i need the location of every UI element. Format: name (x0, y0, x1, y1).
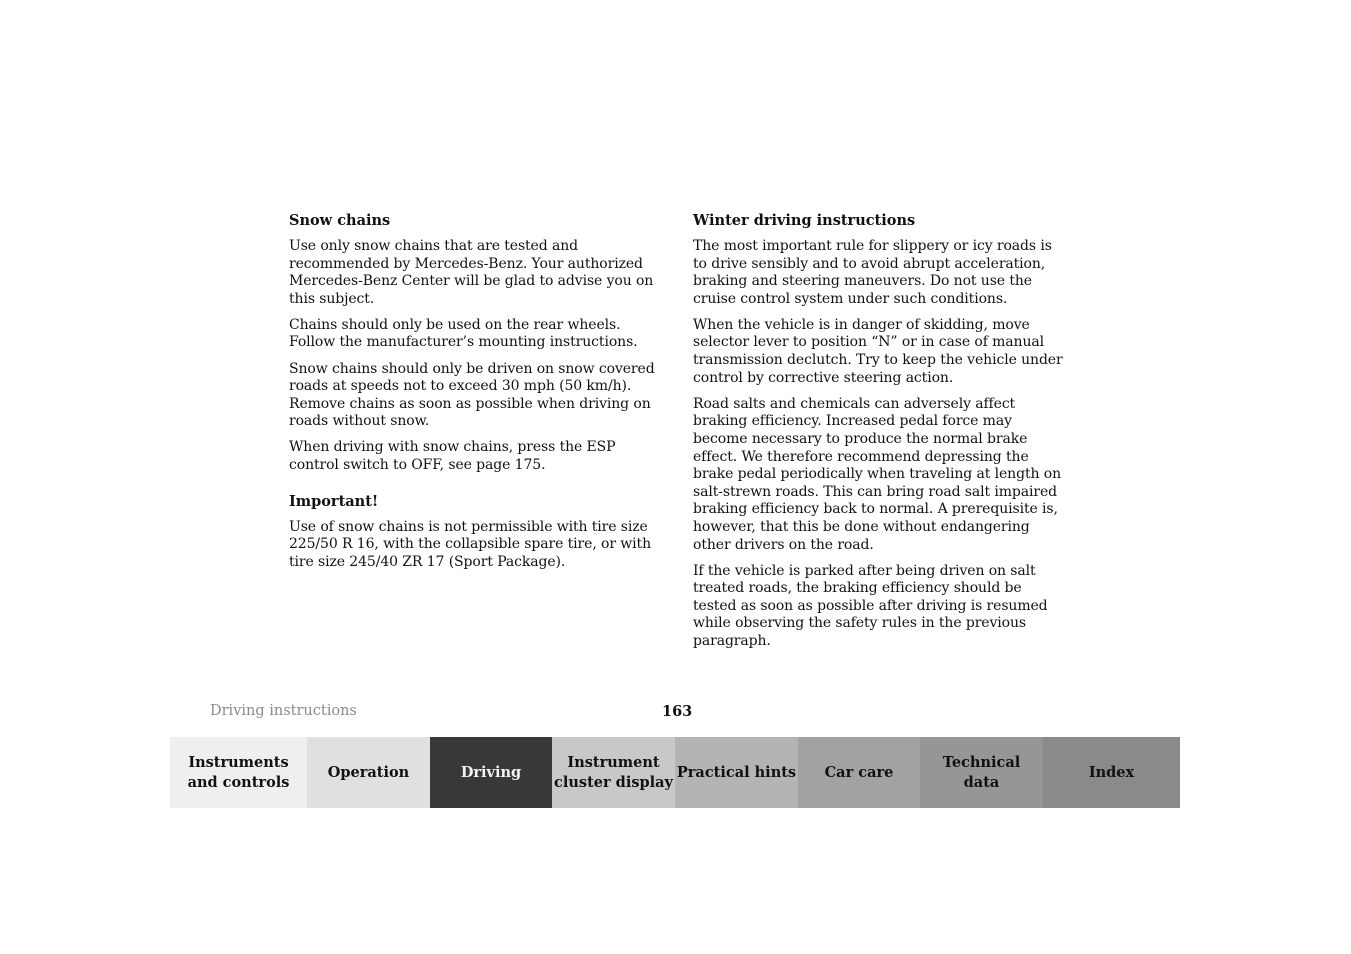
tab-instruments-and-controls[interactable]: Instruments and controls (170, 737, 307, 808)
winter-driving-heading: Winter driving instructions (693, 212, 916, 229)
winter-driving-paragraph-4: If the vehicle is parked after being driven on salt treated roads, the braking efficiency should be tested as soon as possible after driving is resumed while observing the safety rules in the previous paragraph. (693, 562, 1048, 649)
important-heading: Important! (289, 492, 379, 510)
tab-instrument-cluster-display[interactable]: Instrument cluster display (552, 737, 675, 808)
snow-chains-heading: Snow chains (289, 212, 391, 229)
winter-driving-paragraph-3: Road salts and chemicals can adversely affect braking efficiency. Increased pedal force may become necessary to produce the normal brake effect. We therefore recommend depressing the brake pedal periodically when traveling at length on salt-strewn roads. This can bring road salt impaired braking efficiency back to normal. A prerequisite is, however, that this be done without endangering other drivers on the road. (693, 395, 1061, 553)
important-paragraph: Use of snow chains is not permissible with tire size 225/50 R 16, with the collapsible spare tire, or with tire size 245/40 ZR 17 (Sport Package). (289, 518, 651, 570)
tab-technical-data[interactable]: Technical data (920, 737, 1043, 808)
tab-driving[interactable]: Driving (430, 737, 552, 808)
winter-driving-paragraph-2: When the vehicle is in danger of skidding, move selector lever to position “N” or in case of manual transmission declutch. Try to keep the vehicle under control by corrective steering action. (693, 316, 1063, 386)
snow-chains-paragraph-4: When driving with snow chains, press the ESP control switch to OFF, see page 175. (289, 439, 616, 474)
chapter-tab-bar (170, 737, 1180, 808)
tab-operation[interactable]: Operation (307, 737, 430, 808)
page-number: 163 (662, 703, 693, 720)
snow-chains-paragraph-2: Chains should only be used on the rear wheels. Follow the manufacturer’s mounting instructions. (289, 316, 638, 351)
winter-driving-paragraph-1: The most important rule for slippery or icy roads is to drive sensibly and to avoid abrupt acceleration, braking and steering maneuvers. Do not use the cruise control system under such conditions. (693, 238, 1052, 307)
right-column (693, 212, 1063, 659)
section-title: Driving instructions (210, 703, 357, 719)
tab-car-care[interactable]: Car care (798, 737, 920, 808)
snow-chains-paragraph-1: Use only snow chains that are tested and recommended by Mercedes-Benz. Your authorized Mercedes-Benz Center will be glad to advise you on this subject. (289, 238, 654, 307)
tab-index[interactable]: Index (1043, 737, 1180, 808)
left-column (289, 212, 659, 580)
tab-practical-hints[interactable]: Practical hints (675, 737, 798, 808)
snow-chains-paragraph-3: Snow chains should only be driven on snow covered roads at speeds not to exceed 30 mph (50 km/h). Remove chains as soon as possible when driving on roads without snow. (289, 360, 655, 430)
